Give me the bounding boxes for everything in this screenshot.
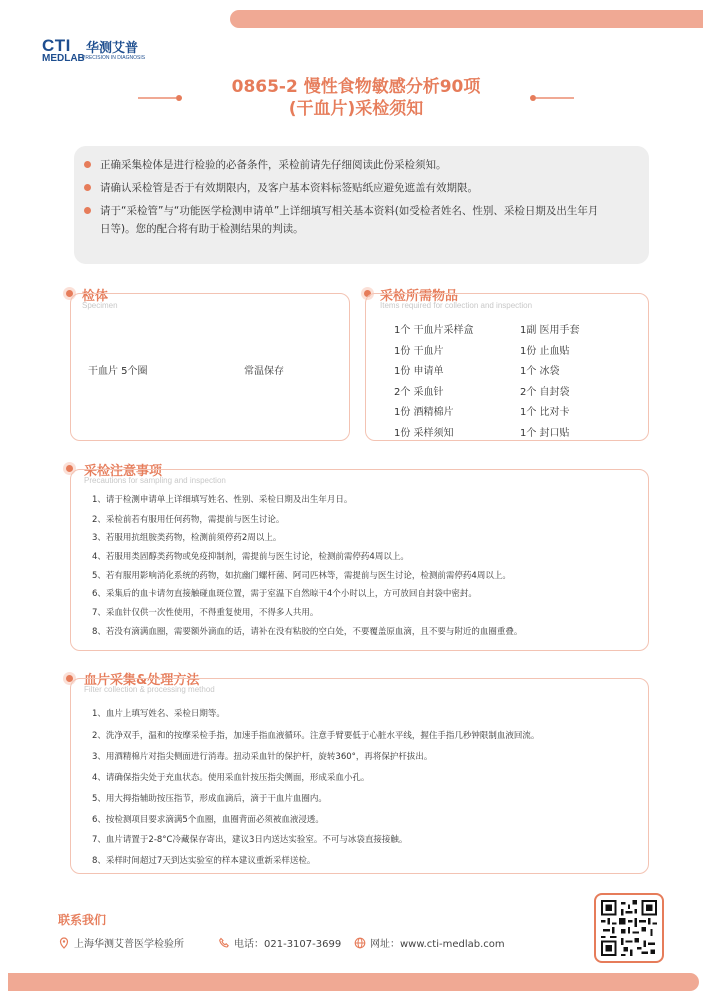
processing-item: 4、请确保指尖处于充血状态。使用采血针按压指尖侧面，形成采血小孔。 (92, 773, 370, 783)
notice-item-continued: 日等)。您的配合将有助于检测结果的判读。 (100, 223, 304, 235)
title-line-1: 0865-2 慢性食物敏感分析90项 (231, 77, 481, 97)
logo-medlab: MEDLAB (42, 53, 85, 64)
precaution-item: 7、采血针仅供一次性使用，不得重复使用，不得多人共用。 (92, 608, 319, 618)
globe-icon (354, 937, 366, 949)
notice-box (74, 146, 649, 264)
logo-tagline: PRECISION IN DIAGNOSIS (82, 55, 146, 61)
precaution-item: 6、采集后的血卡请勿直接触碰血斑位置，需于室温下自然晾干4个小时以上，方可放回自封袋中密封。 (92, 589, 477, 599)
processing-item: 6、按检测项目要求滴满5个血圈，血圈背面必须被血液浸透。 (92, 815, 324, 825)
logo-cn-name: 华测艾普 (86, 41, 139, 56)
contact-phone: 电话：021-3107-3699 (218, 935, 341, 950)
supply-item: 1个 干血片采样盒 (394, 325, 474, 336)
specimen-type: 干血片 5个圈 (88, 366, 148, 377)
supply-item: 1个 比对卡 (520, 407, 570, 418)
supply-item: 1份 止血贴 (520, 346, 570, 357)
supply-item: 1份 酒精棉片 (394, 407, 454, 418)
notice-item: 请于“采检管”与“功能医学检测申请单”上详细填写相关基本资料(如受检者姓名、性别、采检日期及出生年月 (100, 202, 635, 220)
precautions-subtitle: Precautions for sampling and inspection (84, 476, 226, 485)
title-line-2: (干血片)采检须知 (288, 99, 424, 119)
logo (42, 36, 162, 66)
specimen-subtitle: Specimen (82, 301, 118, 310)
supply-item: 2个 采血针 (394, 387, 444, 398)
page-title (0, 76, 712, 120)
precaution-item: 2、采检前若有服用任何药物，需提前与医生讨论。 (92, 515, 285, 525)
precaution-item: 4、若服用类固醇类药物或免疫抑制剂，需提前与医生讨论，检测前需停药4周以上。 (92, 552, 409, 562)
supply-item: 1份 干血片 (394, 346, 444, 357)
processing-item: 3、用酒精棉片对指尖侧面进行消毒。扭动采血针的保护杆，旋转360°，再将保护杆拔出。 (92, 752, 433, 762)
processing-item: 2、洗净双手，温和的按摩采检手指，加速手指血液循环。注意手臂要低于心脏水平线，握住手指几秒钟限制血液回流。 (92, 731, 540, 741)
logo-cti: CTI (42, 36, 71, 55)
supply-item: 2个 自封袋 (520, 387, 570, 398)
supply-item: 1副 医用手套 (520, 325, 580, 336)
supplies-title: 采检所需物品 (380, 289, 459, 304)
precaution-item: 1、请于检测申请单上详细填写姓名、性别、采检日期及出生年月日。 (92, 495, 353, 505)
supply-item: 1份 采样须知 (394, 428, 454, 439)
processing-item: 8、采样时间超过7天到达实验室的样本建议重新采样送检。 (92, 856, 316, 866)
notice-item: 正确采集检体是进行检验的必备条件，采检前请先仔细阅读此份采检须知。 (100, 156, 635, 174)
processing-item: 5、用大拇指辅助按压指节，形成血滴后，滴于干血片血圈内。 (92, 794, 327, 804)
contact-title: 联系我们 (58, 913, 107, 927)
processing-item: 7、血片请置于2-8°C冷藏保存寄出，建议3日内送达实验室。不可与冰袋直接接触。 (92, 835, 408, 845)
phone-icon (218, 937, 230, 949)
supply-item: 1个 封口贴 (520, 428, 570, 439)
precaution-item: 5、若有服用影响消化系统的药物，如抗幽门螺杆菌、阿司匹林等，需提前与医生讨论，检测前需停药4周以上。 (92, 571, 511, 581)
processing-subtitle: Filter collection & processing method (84, 685, 215, 694)
top-decor-bar (230, 10, 703, 28)
specimen-title: 检体 (82, 289, 109, 304)
processing-title: 血片采集&处理方法 (84, 673, 200, 688)
notice-item: 请确认采检管是否于有效期限内，及客户基本资料标签贴纸应避免遮盖有效期限。 (100, 179, 635, 197)
precaution-item: 8、若没有滴满血圈，需要额外滴血的话，请补在没有粘胶的空白处，不要覆盖原血滴，且不要与附近的血圈重叠。 (92, 627, 523, 637)
supply-item: 1份 申请单 (394, 366, 444, 377)
bottom-decor-bar (8, 973, 699, 991)
qr-code-icon[interactable] (594, 893, 664, 963)
contact-address: 上海华测艾普医学检验所 (58, 935, 184, 950)
supplies-subtitle: Items required for collection and inspection (380, 301, 533, 310)
location-pin-icon (58, 937, 70, 949)
contact-website[interactable]: 网址：www.cti-medlab.com (354, 935, 505, 950)
processing-item: 1、血片上填写姓名、采检日期等。 (92, 709, 225, 719)
precautions-title: 采检注意事项 (84, 464, 163, 479)
specimen-storage: 常温保存 (244, 366, 284, 377)
supply-item: 1个 冰袋 (520, 366, 560, 377)
precaution-item: 3、若服用抗组胺类药物，检测前须停药2周以上。 (92, 533, 282, 543)
